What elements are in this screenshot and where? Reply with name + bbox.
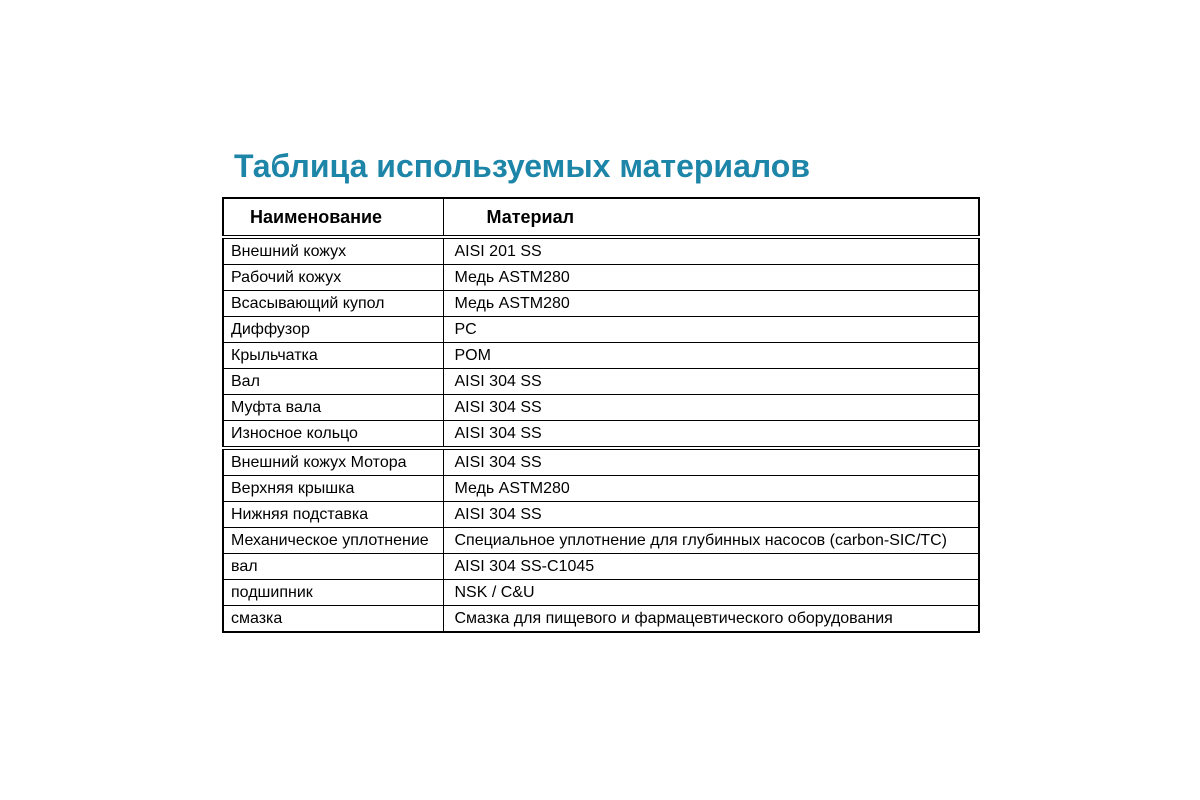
table-row [223,448,979,476]
cell-material: Смазка для пищевого и фармацевтического оборудования [443,606,979,633]
table-row [223,369,979,395]
cell-material: POM [443,343,979,369]
table-row [223,291,979,317]
cell-name: Диффузор [223,317,443,343]
cell-name: Нижняя подставка [223,502,443,528]
cell-material: AISI 304 SS [443,502,979,528]
cell-name: Рабочий кожух [223,265,443,291]
cell-name: Внешний кожух [223,237,443,265]
cell-name: смазка [223,606,443,633]
cell-name: Крыльчатка [223,343,443,369]
table-row [223,237,979,265]
cell-name: Механическое уплотнение [223,528,443,554]
cell-material: Медь ASTM280 [443,291,979,317]
header-name: Наименование [223,198,443,237]
cell-material: AISI 304 SS-C1045 [443,554,979,580]
cell-material: AISI 304 SS [443,395,979,421]
cell-material: AISI 201 SS [454,243,542,260]
table-row [223,606,979,633]
cell-name: подшипник [223,580,443,606]
cell-material: AISI 304 SS [443,421,979,449]
table-row [223,502,979,528]
cell-name: Износное кольцо [223,421,443,449]
cell-name: Вал [223,369,443,395]
cell-material: AISI 304 SS [443,448,979,476]
cell-material: Медь ASTM280 [443,476,979,502]
table-row [223,317,979,343]
table-header-row [223,198,979,237]
cell-name: Муфта вала [223,395,443,421]
cell-name: вал [223,554,443,580]
table-row [223,528,979,554]
cell-name: Внешний кожух Мотора [223,448,443,476]
cell-name: Верхняя крышка [223,476,443,502]
table-row [223,554,979,580]
table-row [223,265,979,291]
table-row [223,476,979,502]
cell-name: Всасывающий купол [223,291,443,317]
cell-material: PC [443,317,979,343]
cell-material: Медь ASTM280 [443,265,979,291]
page-title: Таблица используемых материалов [234,148,811,184]
cell-material: AISI 304 SS [443,369,979,395]
materials-table [222,197,980,633]
cell-material: NSK / C&U [443,580,979,606]
table-row [223,395,979,421]
table-row [223,421,979,449]
header-material: Материал [443,198,979,237]
cell-material: Специальное уплотнение для глубинных насосов (carbon-SIC/TC) [443,528,979,554]
table-row [223,580,979,606]
table-row [223,343,979,369]
